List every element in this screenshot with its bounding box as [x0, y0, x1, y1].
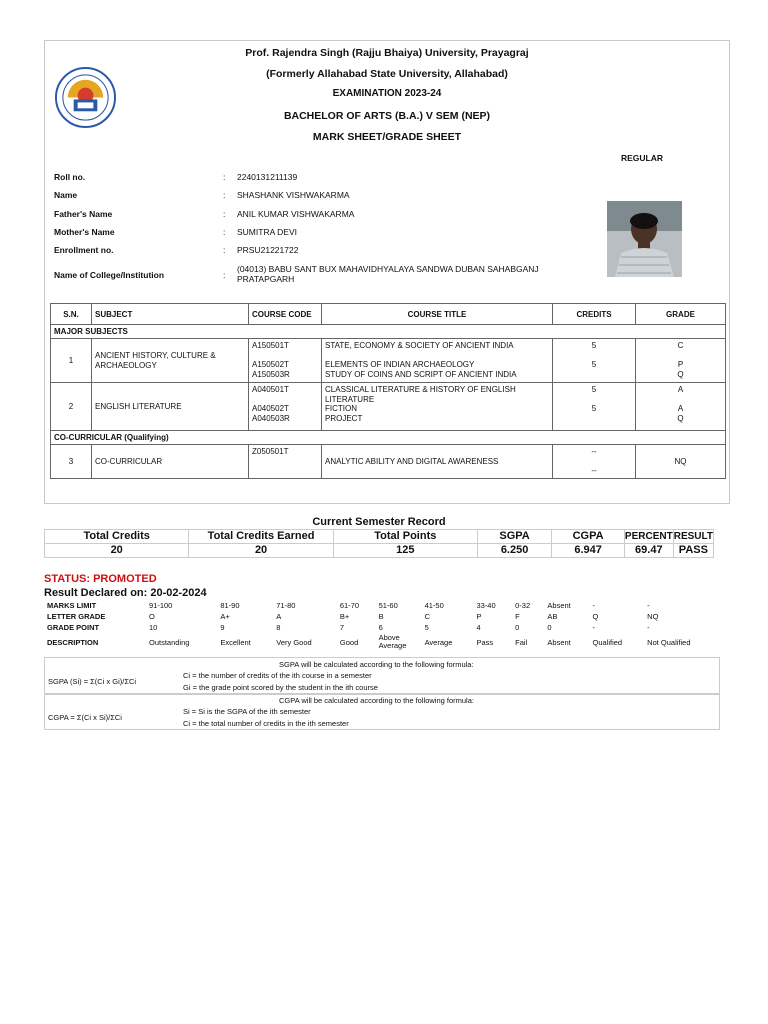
percent-value: 69.47 [624, 544, 673, 558]
enrollment-label: Enrollment no. [54, 245, 114, 255]
status-promoted: STATUS: PROMOTED [44, 573, 157, 585]
total-credits: 20 [45, 544, 189, 558]
cocurricular-row [51, 431, 726, 445]
header-course-code: COURSE CODE [249, 304, 322, 325]
grading-table [44, 600, 720, 651]
roll-no-label: Roll no. [54, 172, 86, 182]
summary-header-row: Total Credits Total Credits Earned Total Points SGPA CGPA PERCENT RESULT [45, 530, 714, 544]
semester-record-title: Current Semester Record [45, 516, 714, 530]
header-course-title: COURSE TITLE [322, 304, 553, 325]
college-value: (04013) BABU SANT BUX MAHAVIDHYALAYA SANDWA DUBAN SAHABGANJ PRATAPGARH [237, 264, 539, 284]
college-label: Name of College/Institution [54, 270, 165, 280]
father-name-label: Father's Name [54, 209, 113, 219]
university-name: Prof. Rajendra Singh (Rajju Bhaiya) University, Prayagraj [245, 47, 529, 59]
regular-tag: REGULAR [620, 153, 663, 163]
result-value: PASS [673, 544, 713, 558]
total-credits-earned: 20 [189, 544, 333, 558]
sgpa-formula-box: SGPA will be calculated according to the following formula: SGPA (Si) = Σ(Ci x Gi)/ΣCi Ci = the number of credits of the ith course in a semester Gi = the grade point scored by the student in the ith course [44, 657, 720, 694]
student-photo [607, 201, 682, 277]
enrollment-value: PRSU21221722 [237, 245, 299, 255]
marks-table [50, 303, 726, 479]
cgpa-formula-box: CGPA will be calculated according to the following formula: CGPA = Σ(Ci x Si)/ΣCi Si = Si is the SGPA of the ith semester Ci = the total number of credits in the ith semester [44, 694, 720, 730]
cgpa-formula: CGPA = Σ(Ci x Si)/ΣCi [48, 713, 122, 722]
formerly-name: (Formerly Allahabad State University, Allahabad) [266, 68, 508, 80]
father-name-value: ANIL KUMAR VISHWAKARMA [237, 209, 355, 219]
header-subject: SUBJECT [92, 304, 249, 325]
grading-row: MARKS LIMIT 91-100 81-90 71-80 61-70 51-60 41-50 33-40 0-32 Absent - - [47, 601, 650, 610]
name-value: SHASHANK VISHWAKARMA [237, 190, 350, 200]
mother-name-label: Mother's Name [54, 227, 115, 237]
grading-row: GRADE POINT 10 9 8 7 6 5 4 0 0 - - [47, 623, 650, 632]
sheet-title: MARK SHEET/GRADE SHEET [312, 131, 462, 143]
result-declared: Result Declared on: 20-02-2024 [44, 587, 207, 599]
sgpa-value: 6.250 [477, 544, 551, 558]
mark-sheet: Prof. Rajendra Singh (Rajju Bhaiya) University, Prayagraj (Formerly Allahabad State University, Allahabad) EXAMINATION 2023-24 BACHELOR OF ARTS (B.A.) V SEM (NEP) MARK SHEET/GRADE SHEET REGULAR Roll no. : 2240131211139 Name : SHASHANK VISHWAKARMA Father's Name : ANIL KUMAR VISHWAKARMA Mother's Name : SUMITRA DEVI Enrollment no. : PRSU21221722 Name of College/Institution : (04013) BABU SANT BUX MAHAVIDHYALAYA SANDWA DUBAN SAHABGANJ PRATAPGARH S.N. SUBJECT COURSE CODE COURSE TITLE CREDITS GRADE MAJOR SUBJECTS 1 ANCIENT HISTORY, CULTURE & ARCHAEOLOGY A150501T A150502T A150503R STATE, ECONOMY & SOCIETY OF ANCIENT INDIA ELEMENTS OF INDIAN ARCHAEOLOGY STUDY OF COINS AND SCRIPT OF ANCIENT INDIA 5 5 C P Q 2 ENGLISH LITERATURE A040501T A040502T A040503R CLASSICAL LITERATURE & HISTORY OF ENGLISH LITERATURE FICTION PROJECT 5 5 A A Q CO-CURRICULAR (Qualifying) 3 CO-CURRICULAR Z050501T ANALYTIC ABILITY AND DIGITAL AWARENESS -- -- NQ [44, 40, 730, 504]
table-row: 3 CO-CURRICULAR Z050501T ANALYTIC ABILITY AND DIGITAL AWARENESS -- -- NQ [51, 445, 726, 479]
major-subjects-row [51, 325, 726, 339]
mother-name-value: SUMITRA DEVI [237, 227, 297, 237]
marks-header-row [51, 304, 726, 325]
total-points: 125 [333, 544, 477, 558]
table-row: 2 ENGLISH LITERATURE A040501T A040502T A040503R CLASSICAL LITERATURE & HISTORY OF ENGLISH LITERATURE FICTION PROJECT 5 5 A A Q [51, 383, 726, 431]
name-label: Name [54, 190, 78, 200]
grading-row: DESCRIPTION Outstanding Excellent Very Good Good Above Average Average Pass Fail Absent Qualified Not Qualified [47, 633, 691, 650]
header-credits: CREDITS [553, 304, 636, 325]
header-sn: S.N. [51, 304, 92, 325]
exam-title: EXAMINATION 2023-24 [332, 88, 442, 99]
header-grade: GRADE [636, 304, 726, 325]
roll-no-value: 2240131211139 [237, 172, 298, 182]
cocurricular-heading: CO-CURRICULAR (Qualifying) [51, 431, 726, 445]
table-row: 1 ANCIENT HISTORY, CULTURE & ARCHAEOLOGY A150501T A150502T A150503R STATE, ECONOMY & SOCIETY OF ANCIENT INDIA ELEMENTS OF INDIAN ARCHAEOLOGY STUDY OF COINS AND SCRIPT OF ANCIENT INDIA 5 5 C P Q [51, 339, 726, 383]
grading-row: LETTER GRADE O A+ A B+ B C P F AB Q NQ [47, 612, 659, 621]
course-title: BACHELOR OF ARTS (B.A.) V SEM (NEP) [283, 110, 491, 122]
sgpa-formula: SGPA (Si) = Σ(Ci x Gi)/ΣCi [48, 677, 137, 686]
summary-value-row [45, 544, 714, 558]
semester-record [44, 516, 714, 558]
major-subjects-heading: MAJOR SUBJECTS [51, 325, 726, 339]
cgpa-value: 6.947 [552, 544, 625, 558]
